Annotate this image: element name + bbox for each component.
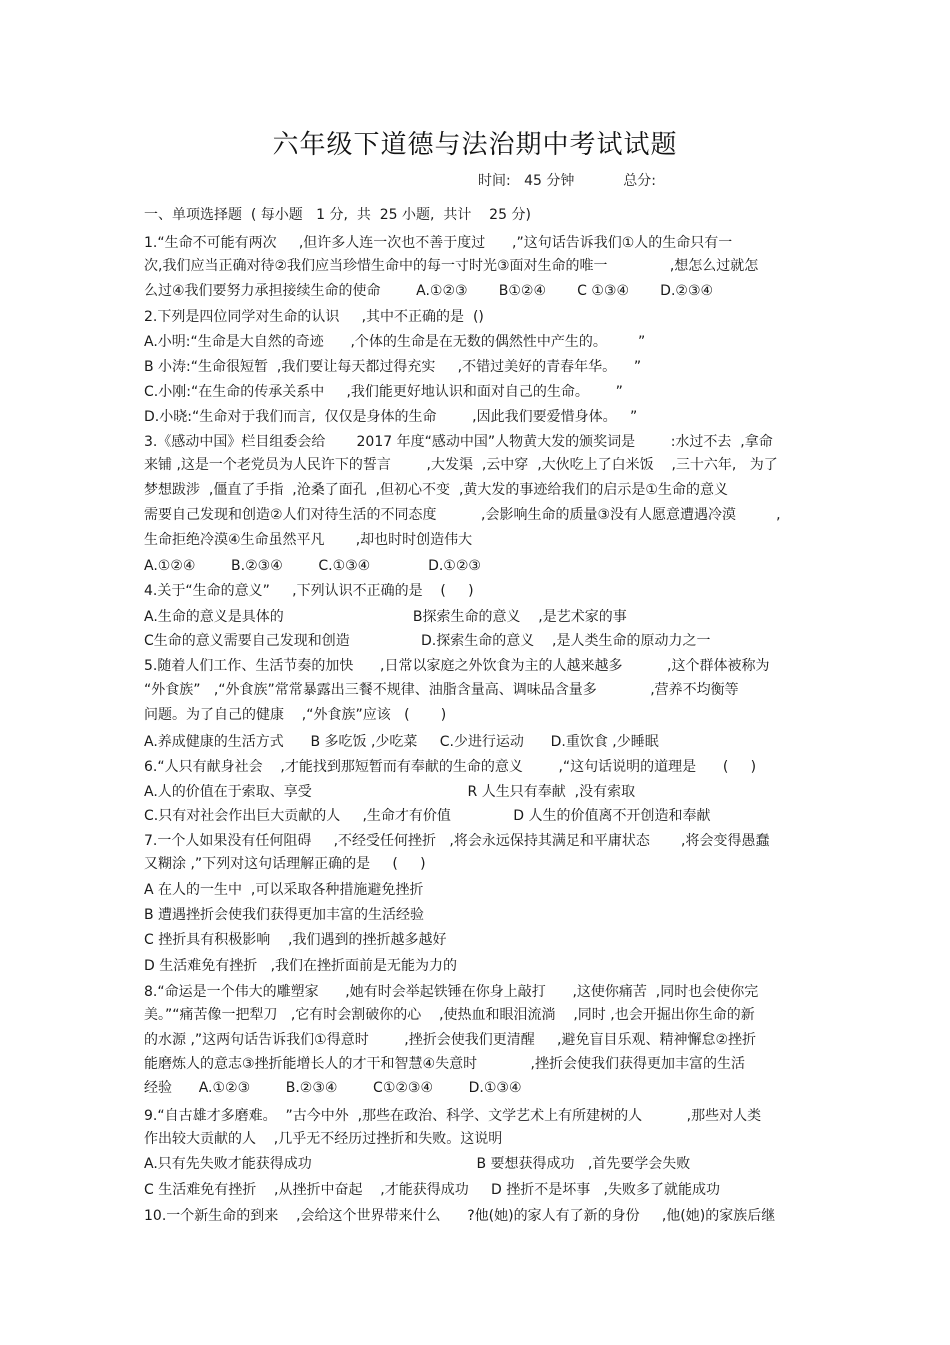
question-line: 3.《感动中国》栏目组委会给 2017 年度“感动中国”人物黄大发的颁奖词是 :水过不去 ,拿命 — [144, 434, 773, 450]
question-line: 么过④我们要努力承担接续生命的使命 A.①②③ B①②④ C ①③④ D.②③④ — [144, 283, 714, 299]
question-line: C 生活难免有挫折 ,从挫折中奋起 ,才能获得成功 D 挫折不是坏事 ,失败多了就能成功 — [144, 1182, 721, 1198]
question-line: A 在人的一生中 ,可以采取各种措施避免挫折 — [144, 882, 424, 898]
question-line: C.只有对社会作出巨大贡献的人 ,生命才有价值 D 人生的价值离不开创造和奉献 — [144, 808, 711, 824]
question-line: 的水源 ,”这两句话告诉我们①得意时 ,挫折会使我们更清醒 ,避免盲目乐观、精神懈怠②挫折 — [144, 1032, 757, 1048]
question-line: C 挫折具有积极影响 ,我们遇到的挫折越多越好 — [144, 932, 447, 948]
question-line: D.小晓:“生命对于我们而言, 仅仅是身体的生命 ,因此我们要爱惜身体。 ” — [144, 409, 638, 425]
question-line: A.生命的意义是具体的 B探索生命的意义 ,是艺术家的事 — [144, 609, 627, 625]
question-line: 4.关于“生命的意义” ,下列认识不正确的是 ( ) — [144, 583, 474, 599]
question-line: A.人的价值在于索取、享受 R 人生只有奉献 ,没有索取 — [144, 784, 636, 800]
question-line: A.小明:“生命是大自然的奇迹 ,个体的生命是在无数的偶然性中产生的。 ” — [144, 334, 646, 350]
question-line: A.只有先失败才能获得成功 B 要想获得成功 ,首先要学会失败 — [144, 1156, 691, 1172]
question-line: 需要自己发现和创造②人们对待生活的不同态度 ,会影响生命的质量③没有人愿意遭遇冷漠 , — [144, 507, 781, 523]
section-heading: 一、单项选择题 ( 每小题 1 分, 共 25 小题, 共计 25 分) — [144, 207, 531, 223]
question-line: 经验 A.①②③ B.②③④ C①②③④ D.①③④ — [144, 1080, 522, 1096]
question-line: 美。”“痛苦像一把犁刀 ,它有时会割破你的心 ,使热血和眼泪流淌 ,同时 ,也会开掘出你生命的新 — [144, 1007, 755, 1023]
question-line: 2.下列是四位同学对生命的认识 ,其中不正确的是 () — [144, 309, 484, 325]
question-line: A.养成健康的生活方式 B 多吃饭 ,少吃菜 C.少进行运动 D.重饮食 ,少睡眠 — [144, 734, 659, 750]
question-line: 梦想跋涉 ,僵直了手指 ,沧桑了面孔 ,但初心不变 ,黄大发的事迹给我们的启示是①生命的意义 — [144, 482, 728, 498]
question-line: “外食族” ,“外食族”常常暴露出三餐不规律、油脂含量高、调味品含量多 ,营养不均衡等 — [144, 682, 739, 698]
question-line: B 遭遇挫折会使我们获得更加丰富的生活经验 — [144, 907, 425, 923]
question-line: 问题。为了自己的健康 ,“外食族”应该 ( ) — [144, 707, 447, 723]
question-line: D 生活难免有挫折 ,我们在挫折面前是无能为力的 — [144, 958, 458, 974]
question-line: C.小刚:“在生命的传承关系中 ,我们能更好地认识和面对自己的生命。 ” — [144, 384, 623, 400]
question-line: C生命的意义需要自己发现和创造 D.探索生命的意义 ,是人类生命的原动力之一 — [144, 633, 711, 649]
question-line: 作出较大贡献的人 ,几乎无不经历过挫折和失败。这说明 — [144, 1131, 503, 1147]
question-line: 1.“生命不可能有两次 ,但许多人连一次也不善于度过 ,”这句话告诉我们①人的生命只有一 — [144, 235, 733, 251]
page-title: 六年级下道德与法治期中考试试题 — [272, 130, 678, 160]
question-line: 5.随着人们工作、生活节奏的加快 ,日常以家庭之外饮食为主的人越来越多 ,这个群体被称为 — [144, 658, 770, 674]
question-line: 次,我们应当正确对待②我们应当珍惜生命中的每一寸时光③面对生命的唯一 ,想怎么过就怎 — [144, 258, 759, 274]
question-line: 6.“人只有献身社会 ,才能找到那短暂而有奉献的生命的意义 ,“这句话说明的道理是 ( ) — [144, 759, 757, 775]
exam-meta: 时间: 45 分钟 总分: — [478, 173, 657, 189]
question-line: 生命拒绝冷漠④生命虽然平凡 ,却也时时创造伟大 — [144, 532, 473, 548]
question-line: 来铺 ,这是一个老党员为人民许下的誓言 ,大发渠 ,云中穿 ,大伙吃上了白米饭 ,三十六年, 为了 — [144, 457, 778, 473]
question-line: 7.一个人如果没有任何阻碍 ,不经受任何挫折 ,将会永远保持其满足和平庸状态 ,将会变得愚蠢 — [144, 833, 770, 849]
question-line: A.①②④ B.②③④ C.①③④ D.①②③ — [144, 558, 481, 574]
question-line: 又糊涂 ,”下列对这句话理解正确的是 ( ) — [144, 856, 426, 872]
question-line: 9.“自古雄才多磨难。 ”古今中外 ,那些在政治、科学、文学艺术上有所建树的人 ,那些对人类 — [144, 1108, 762, 1124]
question-line: 8.“命运是一个伟大的雕塑家 ,她有时会举起铁锤在你身上敲打 ,这使你痛苦 ,同时也会使你完 — [144, 984, 759, 1000]
question-line: B 小涛:“生命很短暂 ,我们要让每天都过得充实 ,不错过美好的青春年华。 ” — [144, 359, 642, 375]
question-line: 能磨炼人的意志③挫折能增长人的才干和智慧④失意时 ,挫折会使我们获得更加丰富的生活 — [144, 1056, 745, 1072]
question-line: 10.一个新生命的到来 ,会给这个世界带来什么 ?他(她)的家人有了新的身份 ,他(她)的家族后继 — [144, 1208, 776, 1224]
